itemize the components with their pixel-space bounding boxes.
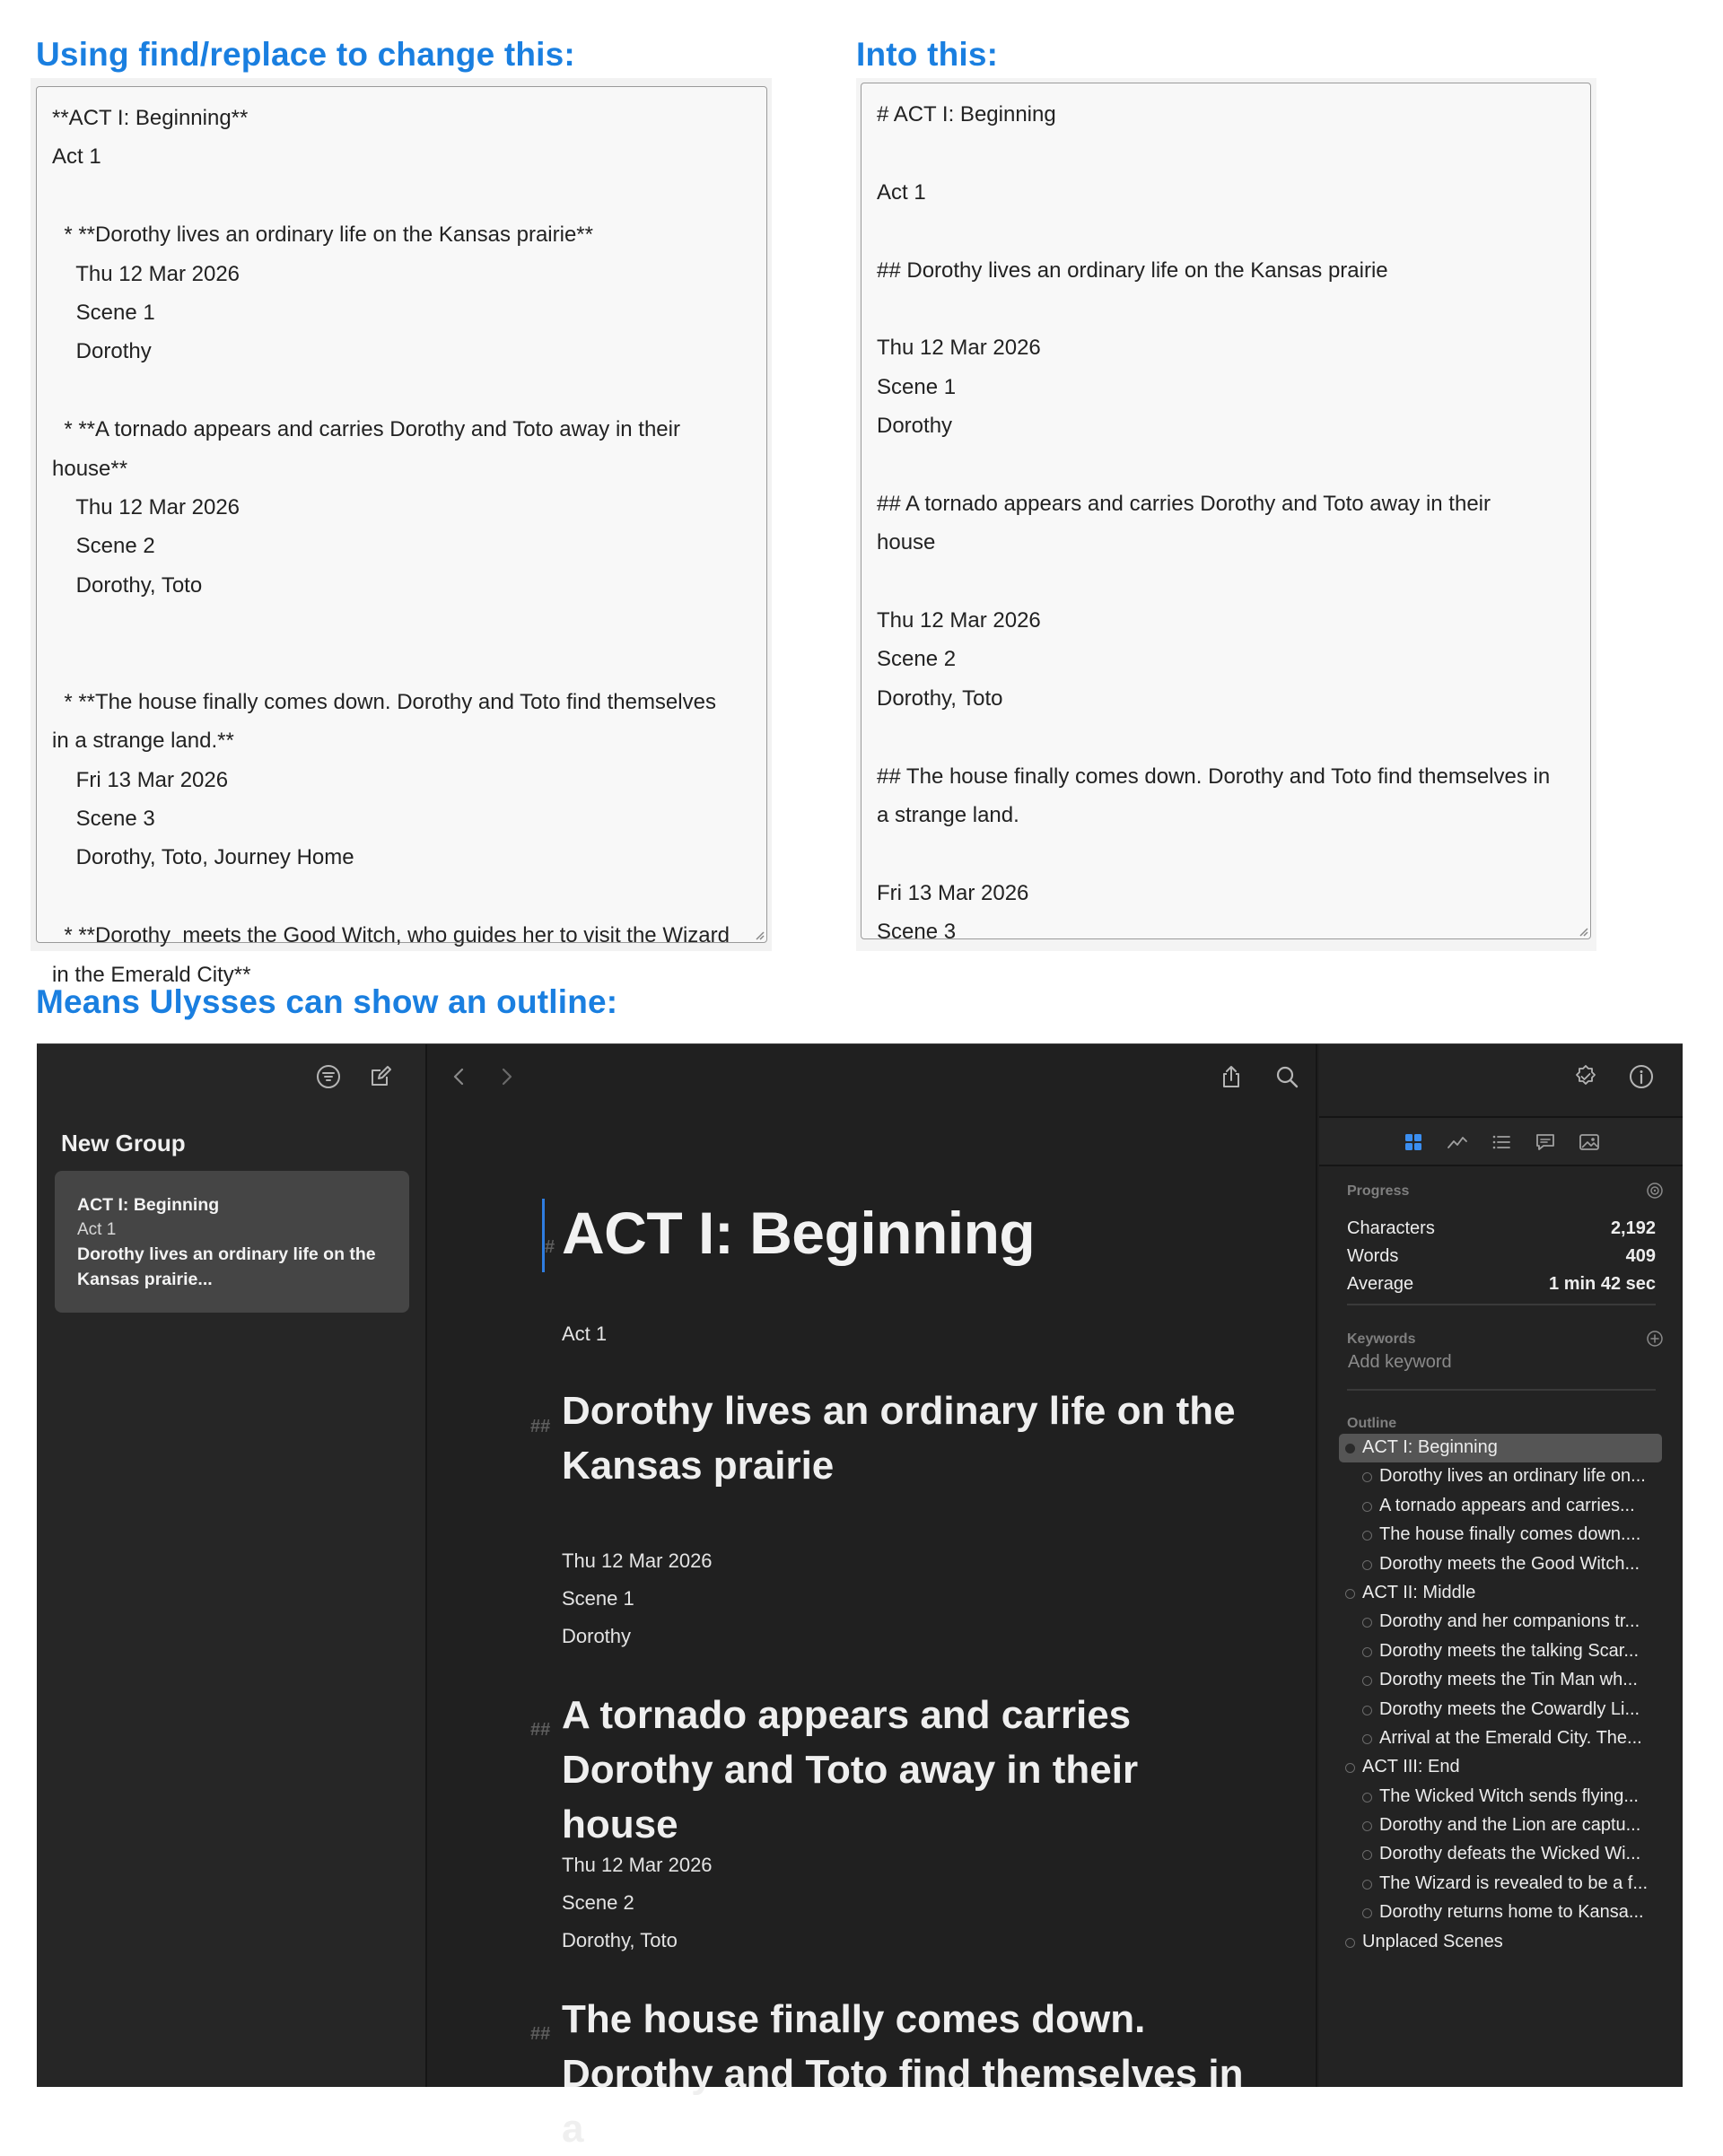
stat-value: 1 min 42 sec	[1549, 1274, 1656, 1294]
text-line: ## Dorothy lives an ordinary life on the Kansas prairie	[877, 257, 1388, 283]
group-title: New Group	[61, 1130, 186, 1157]
editor-h1: ACT I: Beginning	[562, 1200, 1036, 1266]
text-line: Fri 13 Mar 2026	[877, 880, 1029, 905]
after-textarea[interactable]	[861, 83, 1591, 945]
editor-date: Thu 12 Mar 2026	[562, 1854, 713, 1876]
text-line: Act 1	[52, 144, 101, 170]
text-line: Dorothy	[52, 339, 152, 364]
text-line: Thu 12 Mar 2026	[52, 494, 241, 519]
text-line	[877, 446, 1575, 484]
add-keyword-icon[interactable]	[1646, 1330, 1664, 1348]
stat-key: Average	[1347, 1274, 1414, 1294]
outline-bullet-icon	[1362, 1531, 1372, 1541]
stat-key: Words	[1347, 1246, 1399, 1266]
outline-bullet-icon	[1362, 1706, 1372, 1715]
text-line	[877, 563, 1575, 601]
comment-icon[interactable]	[1532, 1129, 1559, 1156]
compose-icon[interactable]	[366, 1062, 395, 1091]
resize-grip-icon[interactable]	[1576, 924, 1588, 937]
outline-bullet-icon	[1362, 1472, 1372, 1482]
outline-item-label: A tornado appears and carries...	[1379, 1495, 1635, 1515]
editor-act-line: Act 1	[562, 1322, 608, 1345]
outline-item[interactable]	[1339, 1462, 1662, 1491]
sheet-card-title: ACT I: Beginning	[77, 1195, 220, 1215]
text-line: house**	[52, 456, 128, 481]
outline-item[interactable]	[1339, 1928, 1662, 1957]
outline-bullet-icon	[1345, 1763, 1355, 1773]
text-line	[877, 834, 1575, 873]
outline-item[interactable]	[1339, 1608, 1662, 1637]
text-line: in the Emerald City**	[52, 962, 251, 987]
text-line: in a strange land.**	[52, 729, 234, 754]
outline-item[interactable]	[1339, 1840, 1662, 1869]
sheet-card-subtitle: Act 1	[77, 1220, 117, 1239]
text-line: * **Dorothy meets the Good Witch, who guides her to visit the Wizard	[52, 923, 730, 948]
filter-icon[interactable]	[314, 1062, 343, 1091]
markdown-h2-mark: ##	[530, 2024, 551, 2044]
text-line: Dorothy	[877, 414, 953, 439]
outline-bullet-icon	[1345, 1444, 1355, 1453]
outline-bullet-icon	[1362, 1821, 1372, 1831]
text-line	[52, 177, 751, 215]
heading-into-this: Into this:	[856, 36, 999, 73]
editor-characters: Dorothy, Toto	[562, 1929, 678, 1951]
outline-label: Outline	[1347, 1416, 1397, 1431]
outline-item-label: Dorothy meets the Good Witch...	[1379, 1553, 1640, 1574]
editor-document[interactable]	[429, 1044, 1316, 2151]
text-line: ## A tornado appears and carries Dorothy and Toto away in their	[877, 491, 1491, 516]
text-line	[877, 290, 1575, 328]
outline-bullet-icon	[1362, 1793, 1372, 1802]
text-line	[52, 605, 751, 643]
text-line: Thu 12 Mar 2026	[52, 261, 241, 286]
text-line: Scene 1	[52, 300, 155, 325]
outline-item-label: Dorothy meets the Cowardly Li...	[1379, 1698, 1640, 1719]
stat-average	[1347, 1274, 1656, 1301]
divider	[1347, 1304, 1656, 1305]
outline-item[interactable]	[1339, 1550, 1662, 1579]
outline-item-label: Dorothy defeats the Wicked Wi...	[1379, 1844, 1641, 1864]
outline-bullet-icon	[1345, 1938, 1355, 1948]
outline-item[interactable]	[1339, 1783, 1662, 1811]
outline-item[interactable]	[1339, 1870, 1662, 1899]
text-line	[877, 134, 1575, 172]
inspector-tabs	[1319, 1116, 1683, 1166]
heading-find-replace: Using find/replace to change this:	[36, 36, 575, 73]
list-icon[interactable]	[1488, 1129, 1515, 1156]
outline-item-label: The house finally comes down....	[1379, 1524, 1641, 1545]
text-line: a strange land.	[877, 803, 1019, 828]
stat-key: Characters	[1347, 1218, 1435, 1238]
outline-item[interactable]	[1339, 1521, 1662, 1549]
outline-item-label: ACT I: Beginning	[1362, 1437, 1498, 1457]
info-icon[interactable]	[1627, 1062, 1656, 1091]
editor-characters: Dorothy	[562, 1625, 632, 1647]
sheet-card-excerpt: Dorothy lives an ordinary life on the Kansas prairie...	[77, 1244, 376, 1289]
outline-bullet-icon	[1362, 1850, 1372, 1860]
editor-pane[interactable]	[429, 1044, 1317, 2151]
outline-item[interactable]	[1339, 1724, 1662, 1753]
outline-bullet-icon	[1362, 1880, 1372, 1890]
outline-item-label: ACT III: End	[1362, 1757, 1460, 1777]
outline-item-label: Dorothy and her companions tr...	[1379, 1611, 1640, 1632]
before-textarea[interactable]	[36, 86, 767, 987]
divider	[1347, 1389, 1656, 1391]
outline-item-label: Dorothy returns home to Kansa...	[1379, 1902, 1644, 1923]
editor-h2: A tornado appears and carries Dorothy and Toto away in their house	[562, 1693, 1139, 1846]
progress-label: Progress	[1347, 1183, 1410, 1199]
text-line: Dorothy, Toto	[877, 685, 1003, 711]
heading-outline: Means Ulysses can show an outline:	[36, 983, 618, 1020]
text-line: # ACT I: Beginning	[877, 102, 1056, 127]
text-line: Scene 1	[877, 374, 957, 399]
text-line: Dorothy, Toto	[52, 572, 203, 598]
text-line: Scene 2	[877, 647, 957, 672]
ulysses-window	[37, 1043, 1683, 2151]
outline-bullet-icon	[1362, 1908, 1372, 1918]
stat-words	[1347, 1246, 1656, 1273]
text-line: Dorothy, Toto, Journey Home	[52, 845, 354, 870]
stats-icon[interactable]	[1444, 1129, 1471, 1156]
outline-item-label: The Wizard is revealed to be a f...	[1379, 1872, 1649, 1893]
dashboard-icon[interactable]	[1400, 1129, 1427, 1156]
resize-grip-icon[interactable]	[752, 928, 765, 940]
outline-item[interactable]	[1339, 1753, 1662, 1782]
outline-item[interactable]	[1339, 1434, 1662, 1462]
stat-characters	[1347, 1218, 1656, 1245]
text-line	[52, 371, 751, 410]
outline-item-label: ACT II: Middle	[1362, 1582, 1476, 1602]
stat-value: 409	[1625, 1246, 1656, 1266]
text-line	[52, 643, 751, 682]
outline-bullet-icon	[1362, 1647, 1372, 1657]
sheet-list-pane	[37, 1044, 427, 2087]
editor-date: Thu 12 Mar 2026	[562, 1549, 713, 1572]
outline-bullet-icon	[1362, 1560, 1372, 1570]
text-line: Scene 2	[52, 534, 155, 559]
text-cursor	[542, 1199, 545, 1272]
outline-item-label: Dorothy meets the talking Scar...	[1379, 1640, 1640, 1661]
outline-item[interactable]	[1339, 1696, 1662, 1724]
goal-badge-icon[interactable]	[1571, 1062, 1600, 1091]
text-line: Scene 3	[52, 807, 155, 832]
text-line: * **A tornado appears and carries Dorothy and Toto away in their	[52, 417, 680, 442]
outline-bullet-icon	[1362, 1734, 1372, 1744]
editor-scene: Scene 2	[562, 1891, 634, 1914]
sheet-card[interactable]	[55, 1171, 409, 1313]
text-line: * **The house finally comes down. Dorothy and Toto find themselves	[52, 689, 716, 714]
inspector-pane	[1319, 1044, 1683, 2087]
text-line	[877, 212, 1575, 250]
outline-item[interactable]	[1339, 1579, 1662, 1608]
text-line: Thu 12 Mar 2026	[877, 608, 1041, 633]
markdown-h2-mark: ##	[530, 1720, 551, 1740]
text-line: Scene 3	[877, 920, 957, 945]
editor-h2: Dorothy lives an ordinary life on the Kansas prairie	[562, 1389, 1236, 1488]
editor-scene: Scene 1	[562, 1587, 634, 1610]
markdown-h1-mark: #	[545, 1237, 555, 1257]
text-line	[52, 877, 751, 916]
text-line: house	[877, 530, 936, 555]
stat-value: 2,192	[1610, 1218, 1656, 1238]
text-line: Thu 12 Mar 2026	[877, 336, 1041, 361]
outline-item-label: Dorothy and the Lion are captu...	[1379, 1815, 1641, 1836]
outline-item[interactable]	[1339, 1811, 1662, 1840]
outline-bullet-icon	[1362, 1676, 1372, 1686]
outline-item[interactable]	[1339, 1666, 1662, 1695]
text-line: Fri 13 Mar 2026	[52, 767, 229, 792]
target-icon[interactable]	[1646, 1182, 1664, 1200]
keywords-label: Keywords	[1347, 1331, 1416, 1347]
text-line	[877, 718, 1575, 756]
markdown-h2-mark: ##	[530, 1417, 551, 1436]
outline-bullet-icon	[1362, 1618, 1372, 1628]
text-line: **ACT I: Beginning**	[52, 106, 249, 130]
text-line: ## The house finally comes down. Dorothy and Toto find themselves in	[877, 764, 1551, 789]
outline-item-label: Unplaced Scenes	[1362, 1931, 1503, 1951]
outline-item[interactable]	[1339, 1492, 1662, 1521]
text-line: * **Dorothy lives an ordinary life on the Kansas prairie**	[52, 223, 593, 248]
outline-item[interactable]	[1339, 1637, 1662, 1666]
editor-h2: The house finally comes down. Dorothy and Toto find themselves in a	[562, 1997, 1244, 2151]
outline-item-label: Arrival at the Emerald City. The...	[1379, 1727, 1642, 1748]
add-keyword-field[interactable]: Add keyword	[1348, 1352, 1452, 1372]
image-icon[interactable]	[1576, 1129, 1603, 1156]
outline-list	[1339, 1434, 1662, 1957]
outline-item-label: Dorothy meets the Tin Man wh...	[1379, 1670, 1638, 1690]
outline-item-label: Dorothy lives an ordinary life on...	[1379, 1466, 1646, 1487]
outline-item[interactable]	[1339, 1899, 1662, 1927]
outline-bullet-icon	[1345, 1589, 1355, 1599]
text-line: Act 1	[877, 179, 926, 205]
outline-item-label: The Wicked Witch sends flying...	[1379, 1785, 1639, 1806]
outline-bullet-icon	[1362, 1502, 1372, 1512]
